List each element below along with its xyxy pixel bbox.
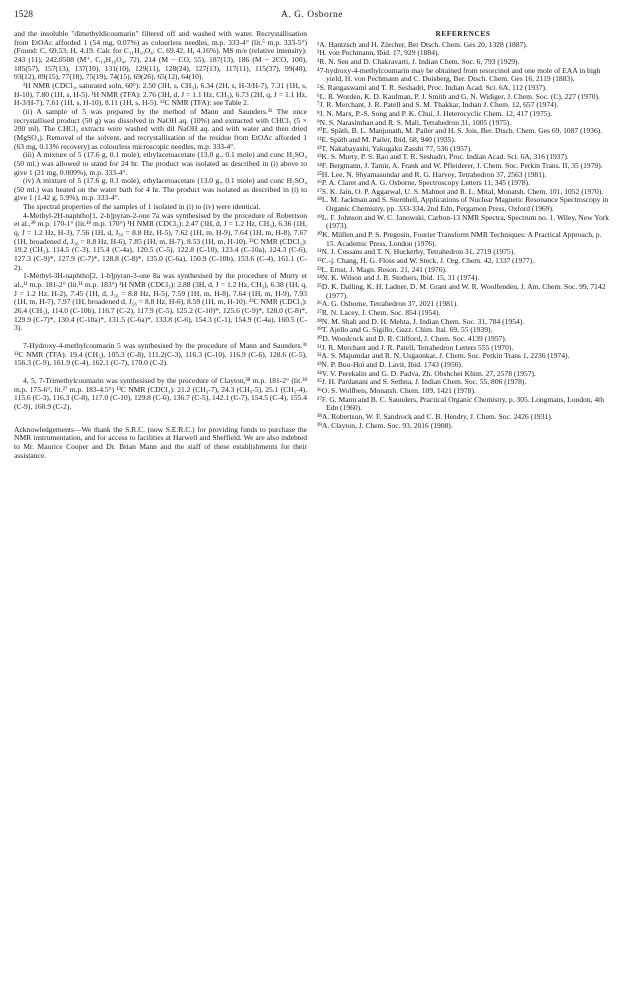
body-paragraph: and the insoluble "dimethyldicoumarin" filtered off and washed with water. Recrystallisation from EtOAc afforded 1 (54 mg, 0.07%) as colourless needles, m.p. 333-4° (lit.⁵ m.p. 333-5°) (Found: C, 69.53; H, 4.19. Calc for C₁₁H₁₀O₄: C, 69.42, H, 4.16%). MS m/e (relative intensity): 243 (11), 242.0508 (M⁺, C₁₄H₁₀O₄, 72), 214 (M − CO, 55), 187(13), 186 (M − 2CO, 100), 185(57), 157(13), 137(10), 131(10), 129(11), 128(24), 127(13), 117(11), 115(37), 99(48), 93(12), 89(15), 77(18), 75(19), 74(15), 69(26), 65(12), 64(10). — [14, 29, 307, 82]
reference-item: ²²C.-j. Chang, H. G. Floss and W. Steck, J. Org. Chem. 42, 1337 (1977). — [317, 256, 535, 266]
reference-item: ¹³K. S. Murty, P. S. Rao and T. R. Seshadri, Proc. Indian Acad. Sci. 6A, 316 (1937). — [317, 152, 569, 162]
acknowledgements-paragraph: Acknowledgements—We thank the S.R.C. (now S.E.R.C.) for providing funds to purchase the NMR instrumentation, and for access to facilities at Harwell and Sheffield. We are also indebted to Mr. Maurice Cooper and Dr. Brian Mann and the staff of these establishments for their assistance. — [14, 424, 307, 460]
reference-item: ¹A. Hantzsch and H. Zürcher, Ber Dtsch. Chem. Ges 20, 1328 (1887). — [317, 39, 528, 49]
reference-item: ²⁰K. Müllen and P. S. Pregosin, Fourier Transform NMR Techniques: A Practical Approach, p. 15. Academic Press, London (1976). — [317, 230, 602, 248]
references-heading: REFERENCES — [435, 29, 491, 38]
reference-item: ²³L. Ernst, J. Magn. Reson. 21, 241 (1976). — [317, 264, 447, 274]
body-paragraph: 7-Hydroxy-4-methylcoumarin 5 was synthesised by the procedure of Mann and Saunders.³¹ ¹³C NMR (TFA): 19.4 (CH₃), 105.3 (C-8), 111.2(C-3), 116.3 (C-10), 116.9 (C-6), 128.6 (C-5), 156.3 (C-9), 161.9 (C-4), 162.1 (C-7), 170.0 (C-2). — [14, 340, 307, 368]
reference-item: ³⁷F. G. Mann and B. C. Saunders, Practical Organic Chemistry, p. 305. Longmans, London, 4th Edn (1960). — [317, 394, 605, 413]
reference-item: ¹⁹L. F. Johnson and W. C. Janowski, Carbon-13 NMR Spectra, Spectrum no. 1. Wiley, New York (1973). — [317, 212, 610, 231]
reference-item: ⁹N. S. Narasimhan and R. S. Mali, Tetrahedron 31, 1005 (1975). — [317, 117, 512, 127]
reference-item: ⁴7-hydroxy-4-methylcoumarin may be obtained from resorcinol and one mole of EAA in high yield, H. von Pechmann and C. Duisberg, Ber. Dtsch. Chem. Ges 16, 2119 (1883). — [317, 65, 601, 84]
reference-item: ²H. von Pechmann, Ibid. 17, 929 (1884). — [317, 48, 440, 58]
page-header — [14, 10, 610, 24]
reference-item: ¹⁵H. Lee, N. Shyamasundar and R. G. Harvey, Tetrahedron 37, 2563 (1981). — [317, 169, 547, 179]
reference-item: ³²A. S. Majumdar and R. N. Usgaonkar, J. Chem. Soc. Perkin Trans 1, 2236 (1974). — [317, 351, 570, 361]
reference-list — [317, 41, 609, 431]
body-paragraph: 1-Methyl-3H-naphtho[2, 1-b]pyran-3-one 8a was synthesised by the procedure of Murty et al.,¹¹ m.p. 181-2° (lit.¹¹ m.p. 183°) ¹H NMR (CDCl₃): 2.88 (3H, d, J = 1.2 Hz, CH₃), 6.38 (1H, q, J = 1.2 Hz, H-2), 7.45 (1H, d, J₅₆ = 8.8 Hz, H-5), 7.59 (1H, m, H-8), 7.64 (1H, m, H-9), 7.93 (1H, m, H-7), 7.97 (1H, broadened d, J₅₆ = 8.8 Hz, H-6), 8.59 (1H, m, H-10). ¹³C NMR (CDCl₃): 26.4 (CH₃), 114.0 (C-10b), 116.7 (C-2), 117.9 (C-5), 125.2 (C-10)*, 125.6 (C-9)*, 128.0 (C-8)*, 129.9 (C-7)*, 130.4 (C-10a)*, 131.5 (C-6a)*, 133.8 (C-6), 154.3 (C-1), 154.9 (C-4a), 160.5 (C-3). — [14, 271, 307, 333]
reference-item: ³¹J. R. Merchant and J. R. Patell, Tetrahedron Letters 555 (1970). — [317, 342, 514, 352]
reference-item: ³³N. P. Buu-Hoï and D. Lavit, Ibid. 1743 (1956). — [317, 359, 463, 369]
reference-item: ⁶L. R. Worden, K. D. Kaufman, P. J. Smith and G. N. Widiger, J. Chem. Soc. (C), 227 (1970). — [317, 91, 600, 101]
reference-item: ²⁴N. K. Wilson and J. B. Stothers, Ibid. 15, 31 (1974). — [317, 273, 480, 283]
reference-item: ¹⁴F. Bergmann, J. Tamir, A. Frank and W. Pfleiderer, J. Chem. Soc. Perkin Trans. II, 35 (1979). — [317, 160, 603, 170]
right-column — [317, 30, 609, 430]
reference-item: ²⁸N. M. Shah and D. H. Mehta, J. Indian Chem. Soc. 31, 784 (1954). — [317, 316, 525, 326]
reference-item: ²⁶A. G. Osborne, Tetrahedron 37, 2021 (1981). — [317, 299, 459, 309]
page-number: 1528 — [14, 10, 33, 20]
body-paragraph: The spectral properties of the samples of 1 isolated in (i) to (iv) were identical. — [23, 202, 261, 212]
reference-item: ⁸J. N. Marx, P.-S. Song and P. K. Chui, J. Heterocyclic Chem. 12, 417 (1975). — [317, 108, 552, 118]
reference-item: ¹⁷S. K. Jain, O. P. Aggarwal, U. S. Mahnot and R. L. Mital, Monatsh. Chem. 101, 1052 (1970). — [317, 186, 604, 196]
reference-item: ³⁴V. V. Perekalin and G. D. Padva, Zh. Obshchei Khim. 27, 2578 (1957). — [317, 368, 536, 378]
body-paragraph: ¹H NMR (CDCl₃, saturated soln, 60°): 2.50 (3H, s, CH₃), 6.34 (2H, s, H-3/H-7), 7.31 (1H, s, H-10), 7.80 (1H, s, H-5). ¹H NMR (TFA): 2.76 (3H, d, J = 1.1 Hz, CH₃), 6.73 (2H, q, J = 1.1 Hz, H-3/H-7), 7.61 (1H, s, H-10), 8.11 (1H, s, H-5). ¹³C NMR (TFA): see Table 2. — [14, 80, 307, 108]
body-paragraph: (iii) A mixture of 5 (17.6 g, 0.1 mole), ethylacetoacetate (13.0 g., 0.1 mole) and conc H₂SO₄ (50 ml.) was allowed to stand for 24 hr. The product was isolated as described in (i) above to give 1 (21 mg, 0.009%), m.p. 333-4°. — [14, 150, 307, 177]
reference-item: ²⁷R. N. Lacey, J. Chem. Soc. 854 (1954). — [317, 308, 441, 317]
body-paragraph: (ii) A sample of 5 was prepared by the method of Mann and Saunders.³¹ The once recrystallised product (50 g) was dissolved in NaOH aq. (10%) and extracted with CHCl₃ (5 × 200 ml). The CHCl₃ extracts were washed with dil NaOH aq. and with water and then dried (MgSO₄). Removal of the solvent, and recrystallisation of the residue from EtOAc afforded 1 (63 mg, 0.13% recovery) as colourless microscopic needles, m.p. 333-4°. — [14, 106, 307, 151]
reference-item: ³⁹A. Clayton, J. Chem. Soc. 93, 2016 (1908). — [317, 420, 453, 430]
reference-item: ²¹N. J. Cussans and T. N. Huckerby, Tetrahedron 31, 2719 (1975). — [317, 247, 516, 257]
reference-item: ¹⁶P. A. Claret and A. G. Osborne, Spectroscopy Letters 11, 345 (1978). — [317, 178, 530, 188]
left-column — [14, 30, 307, 460]
reference-item: ³⁰D. Woodcock and D. R. Clifford, J. Chem. Soc. 4139 (1957). — [317, 333, 507, 343]
reference-item: ²⁹T. Ajello and G. Sigillo, Gazz. Chim. Ital. 69, 55 (1939). — [317, 325, 493, 335]
reference-item: ¹¹E. Späth and M. Pailer, Ibid. 68, 940 (1935). — [317, 134, 456, 144]
reference-item: ³⁶O. S. Wolfbeis, Monatsh. Chem. 109, 1421 (1978). — [317, 385, 476, 395]
reference-item: ¹⁸L. M. Jackman and S. Sternhell, Applications of Nuclear Magnetic Resonance Spectroscopy in Organic Chemistry, pp. 333-334, 2nd Edn, Pergamon Press, Oxford (1969). — [317, 195, 609, 214]
reference-item: ¹⁰E. Späth, B. L. Manjunath, M. Pailer and H. S. Jois, Ber. Dtsch. Chem. Ges 69, 1087 (1936). — [317, 126, 603, 136]
paragraph-spacer — [14, 412, 307, 426]
reference-item: ²⁵D. K. Dalling, K. H. Ladner, D. M. Grant and W. R. Woolfenden, J. Am. Chem. Soc. 99, 7142 (1977). — [317, 282, 606, 300]
reference-item: ³⁵J. H. Pardanani and S. Sethna, J. Indian Chem. Soc. 55, 806 (1978). — [317, 377, 527, 387]
reference-item: ⁷J. R. Merchant, J. R. Patell and S. M. Thakkar, Indian J. Chem. 12, 657 (1974). — [317, 100, 559, 110]
reference-item: ¹²T. Nakabayashi, Yakugaku Zasshi 77, 536 (1957). — [317, 143, 473, 153]
reference-item: ³⁸A. Robertson, W. F. Sandrock and C. B. Hendry, J. Chem. Soc. 2426 (1931). — [317, 411, 553, 421]
reference-item: ⁵S. Rangaswami and T. R. Seshadri, Proc. Indian Acad. Sci. 6A, 112 (1937). — [317, 82, 547, 92]
body-paragraph: (iv) A mixture of 5 (17.6 g, 0.1 mole), ethylacetoacetate (13.0 g., 0.1 mole) and conc H₂SO₄ (50 ml.) was heated on the water bath for 4 hr. The product was isolated as described in (i) to give 1 (1.42 g, 5.9%), m.p. 333-4°. — [14, 176, 307, 203]
body-paragraph: 4-Methyl-2H-naphtho[1, 2-b]pyran-2-one 7a was synthesised by the procedure of Robertson et al.,³⁹ m.p. 170-1° (lit.¹⁸ m.p. 170°) ¹H NMR (CDCl₃): 2.47 (3H, d, J = 1.2 Hz, CH₃), 6.36 (1H, q, J = 1.2 Hz, H-3), 7.56 (1H, d, J₅₆ = 8.8 Hz, H-5), 7.62 (1H, m, H-9), 7.64 (1H, m, H-8), 7.67 (1H, broadened d, J₅₆ = 8.8 Hz, H-6), 7.85 (1H, m, H-7), 8.53 (1H, m, H-10). ¹³C NMR (CDCl₃): 19.2 (CH₃), 114.5 (C-3), 115.4 (C-4a), 120.5 (C-5), 122.8 (C-10), 123.4 (C-10a), 124.3 (C-6), 127.3 (C-9)*, 127.9 (C-7)*, 128.8 (C-8)*, 135.0 (C-6a), 150.9 (C-10b), 153.6 (C-4), 161.1 (C-2). — [14, 210, 307, 272]
body-paragraph: 4, 5, 7-Trimethylcoumarin was synthesised by the procedure of Clayton,³⁸ m.p. 181-2° (lit.³⁸ m.p. 175-6°, lit.²⁷ m.p. 183-4.5°) ¹³C NMR (CDCl₃): 21.2 (CH₃-7), 24.3 (CH₃-5), 25.1 (CH₃-4), 115.6 (C-3), 116.3 (C-8), 117.0 (C-10), 129.8 (C-6), 136.7 (C-5), 142.1 (C-7), 154.5 (C-4), 155.4 (C-9), 160.9 (C-2). — [14, 375, 307, 411]
running-head: A. G. Osborne — [281, 10, 343, 20]
reference-item: ³R. N. Sen and D. Chakravarti, J. Indian Chem. Soc. 6, 793 (1929). — [317, 56, 520, 66]
